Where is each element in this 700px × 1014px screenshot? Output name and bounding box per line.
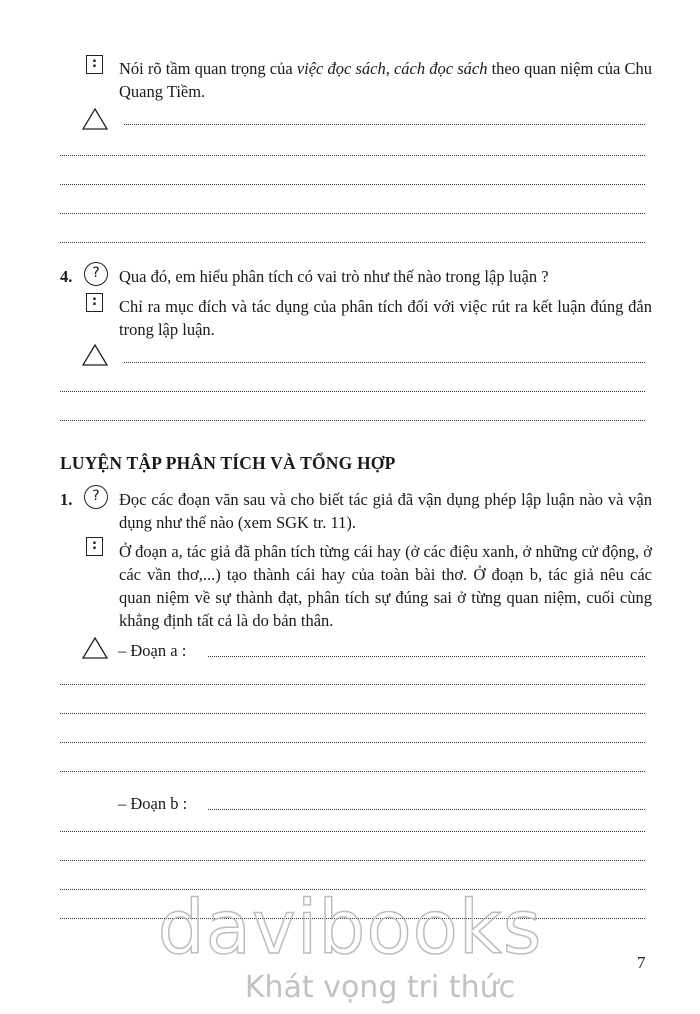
answer-b-label: – Đoạn b : <box>118 794 188 813</box>
hint-text: Nói rõ tầm quan trọng của việc đọc sách, cách đọc sách theo quan niệm của Chu Quang Tiềm. <box>119 59 652 101</box>
answer-triangle-icon <box>82 108 108 130</box>
hint-icon: : <box>86 55 103 74</box>
answer-a-label: – Đoạn a : <box>118 641 187 660</box>
hint-text: Ở đoạn a, tác giả đã phân tích từng cái hay (ở các điệu xanh, ở những cử động, ở các vần thơ,...) tạo thành cái hay của toàn bài thơ. Ở đoạn b, tác giả nêu các quan niệm về sự thành đạt, phân tích sự đúng sai ở từng quan niệm, cuối cùng khẳng định tất cả là do bản thân. <box>119 542 652 630</box>
answer-line[interactable] <box>60 684 645 685</box>
answer-line[interactable] <box>60 155 645 156</box>
answer-line[interactable] <box>124 124 645 125</box>
answer-line[interactable] <box>60 184 645 185</box>
answer-triangle-icon <box>82 637 108 659</box>
answer-triangle-icon <box>82 344 108 366</box>
hint-icon: : <box>86 293 103 312</box>
answer-line[interactable] <box>60 742 645 743</box>
question-number: 4. <box>60 267 73 286</box>
answer-line[interactable] <box>124 362 645 363</box>
answer-line[interactable] <box>60 213 645 214</box>
hint-text: Chỉ ra mục đích và tác dụng của phân tích đối với việc rút ra kết luận đúng đắn trong lập luận. <box>119 297 652 339</box>
question-number: 1. <box>60 490 73 509</box>
answer-line[interactable] <box>208 656 645 657</box>
hint-icon: : <box>86 537 103 556</box>
question-icon: ? <box>84 262 108 286</box>
section-heading: LUYỆN TẬP PHÂN TÍCH VÀ TỔNG HỢP <box>60 453 396 473</box>
page-number: 7 <box>637 953 646 972</box>
answer-line[interactable] <box>60 420 645 421</box>
answer-line[interactable] <box>60 831 645 832</box>
question-text: Đọc các đoạn văn sau và cho biết tác giả đã vận dụng phép lập luận nào và vận dụng như thế nào (xem SGK tr. 11). <box>119 490 652 532</box>
watermark-tagline: Khát vọng tri thức <box>244 970 516 1005</box>
answer-line[interactable] <box>60 242 645 243</box>
answer-line[interactable] <box>60 771 645 772</box>
question-text: Qua đó, em hiểu phân tích có vai trò như thế nào trong lập luận ? <box>119 267 549 286</box>
watermark-brand: davibooks <box>157 885 543 971</box>
answer-line[interactable] <box>60 713 645 714</box>
question-icon: ? <box>84 485 108 509</box>
answer-line[interactable] <box>60 860 645 861</box>
answer-line[interactable] <box>60 391 645 392</box>
answer-line[interactable] <box>208 809 645 810</box>
